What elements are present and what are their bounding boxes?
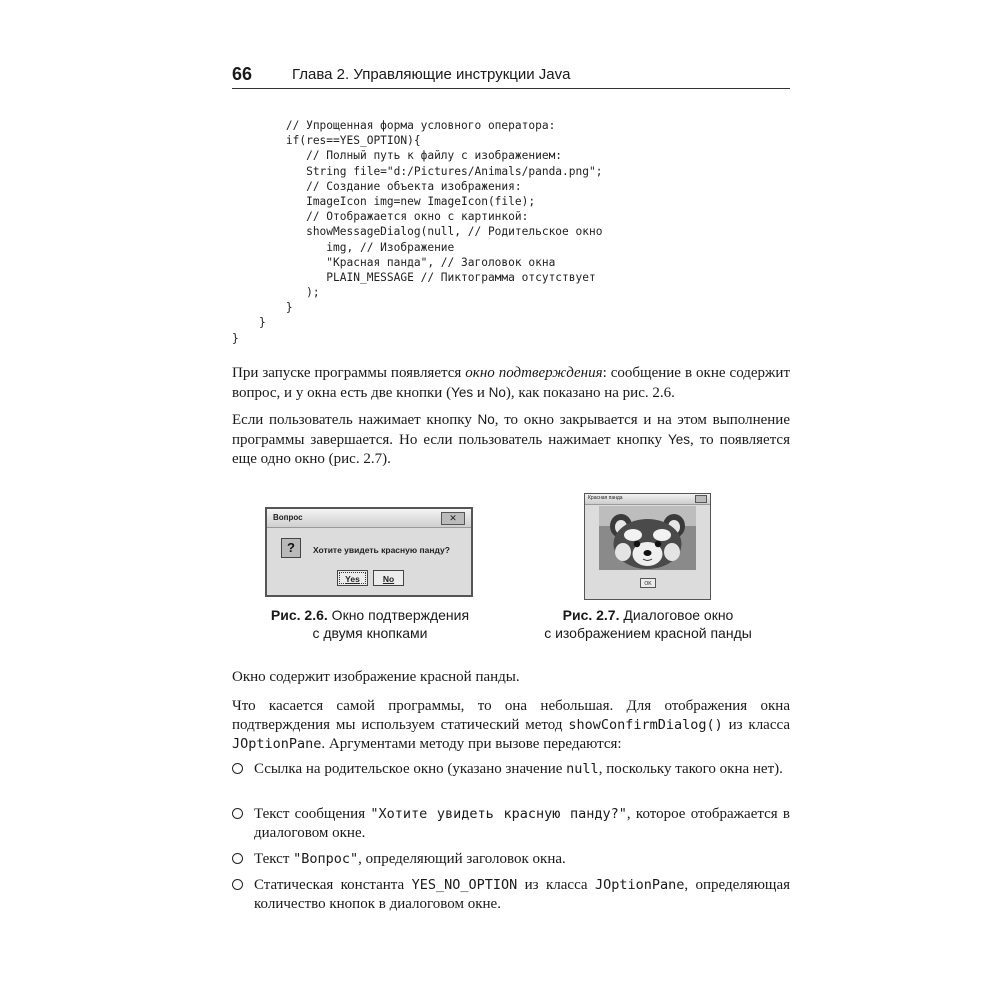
code-inline: "Вопрос" [293, 851, 359, 867]
question-icon: ? [281, 538, 301, 558]
code-inline: "Хотите увидеть красную панду?" [370, 806, 627, 822]
confirm-dialog-figure [265, 507, 473, 597]
paragraph-confirm-window: При запуске программы появляется окно подтверждения: сообщение в окне содержит вопрос, и у окна есть две кнопки (Yes и No), как показано на рис. 2.6. [232, 365, 790, 401]
running-header [232, 62, 790, 89]
caption-label: Рис. 2.6. [270, 607, 328, 623]
ui-word-yes: Yes [668, 432, 691, 447]
caption-label: Рис. 2.7. [562, 607, 620, 623]
code-inline: null [566, 761, 599, 777]
code-inline: JOptionPane [232, 736, 322, 752]
bullet-circle-icon [232, 853, 243, 864]
code-line: String file="d:/Pictures/Animals/panda.png"; [232, 164, 603, 178]
bullet-circle-icon [232, 763, 243, 774]
code-line: // Создание объекта изображения: [232, 179, 522, 193]
chapter-title: Глава 2. Управляющие инструкции Java [292, 66, 571, 83]
close-icon[interactable]: ✕ [441, 512, 465, 525]
page-number: 66 [232, 64, 253, 84]
bullet-circle-icon [232, 808, 243, 819]
dialog-message: Хотите увидеть красную панду? [313, 545, 450, 555]
code-inline: YES_NO_OPTION [411, 877, 518, 893]
term-confirm-window: окно подтверждения [465, 365, 603, 381]
code-line: // Упрощенная форма условного оператора: [232, 119, 556, 132]
code-line: } [232, 331, 239, 345]
code-line: // Полный путь к файлу с изображением: [232, 149, 563, 163]
ui-word-no: No [477, 412, 495, 427]
code-inline: showConfirmDialog() [568, 717, 723, 733]
dialog-title: Красная панда [588, 495, 623, 501]
code-line: } [232, 316, 266, 330]
image-dialog-figure [584, 493, 711, 600]
close-icon[interactable] [695, 495, 707, 503]
yes-button[interactable]: Yes [337, 570, 368, 586]
dialog-title: Вопрос [273, 513, 303, 522]
code-listing [232, 118, 602, 346]
code-inline: JOptionPane [594, 877, 685, 893]
code-line: img, // Изображение [232, 240, 455, 254]
red-panda-image [599, 506, 696, 570]
ui-word-yes: Yes [451, 385, 474, 400]
no-button[interactable]: No [373, 570, 404, 586]
code-line: ImageIcon img=new ImageIcon(file); [232, 194, 536, 208]
paragraph-window-content: Окно содержит изображение красной панды. [232, 669, 520, 685]
figure-caption-2-6: Рис. 2.6. Окно подтверждения с двумя кнопками [270, 607, 470, 641]
code-line: ); [232, 286, 320, 300]
ui-word-no: No [488, 385, 506, 400]
paragraph-program-description: Что касается самой программы, то она небольшая. Для отображения окна подтверждения мы используем статический метод showConfirmDialog() из класса JOptionPane. Аргументами методу при вызове передаются: [232, 698, 790, 752]
code-line: PLAIN_MESSAGE // Пиктограмма отсутствует [232, 270, 596, 284]
dialog-titlebar [267, 509, 471, 528]
code-line: } [232, 301, 293, 315]
code-line: showMessageDialog(null, // Родительское окно [232, 225, 603, 239]
dialog-titlebar [585, 494, 710, 505]
code-line: "Красная панда", // Заголовок окна [232, 255, 556, 269]
code-line: if(res==YES_OPTION){ [232, 134, 421, 148]
paragraph-button-behavior: Если пользователь нажимает кнопку No, то окно закрывается и на этом выполнение программы завершается. Но если пользователь нажимает кнопку Yes, то появляется еще одно окно (рис. 2.7). [232, 412, 790, 467]
code-line: // Отображается окно с картинкой: [232, 210, 529, 224]
ok-button[interactable]: OK [640, 578, 656, 588]
bullet-circle-icon [232, 879, 243, 890]
figure-caption-2-7: Рис. 2.7. Диалоговое окно с изображением красной панды [544, 607, 752, 641]
